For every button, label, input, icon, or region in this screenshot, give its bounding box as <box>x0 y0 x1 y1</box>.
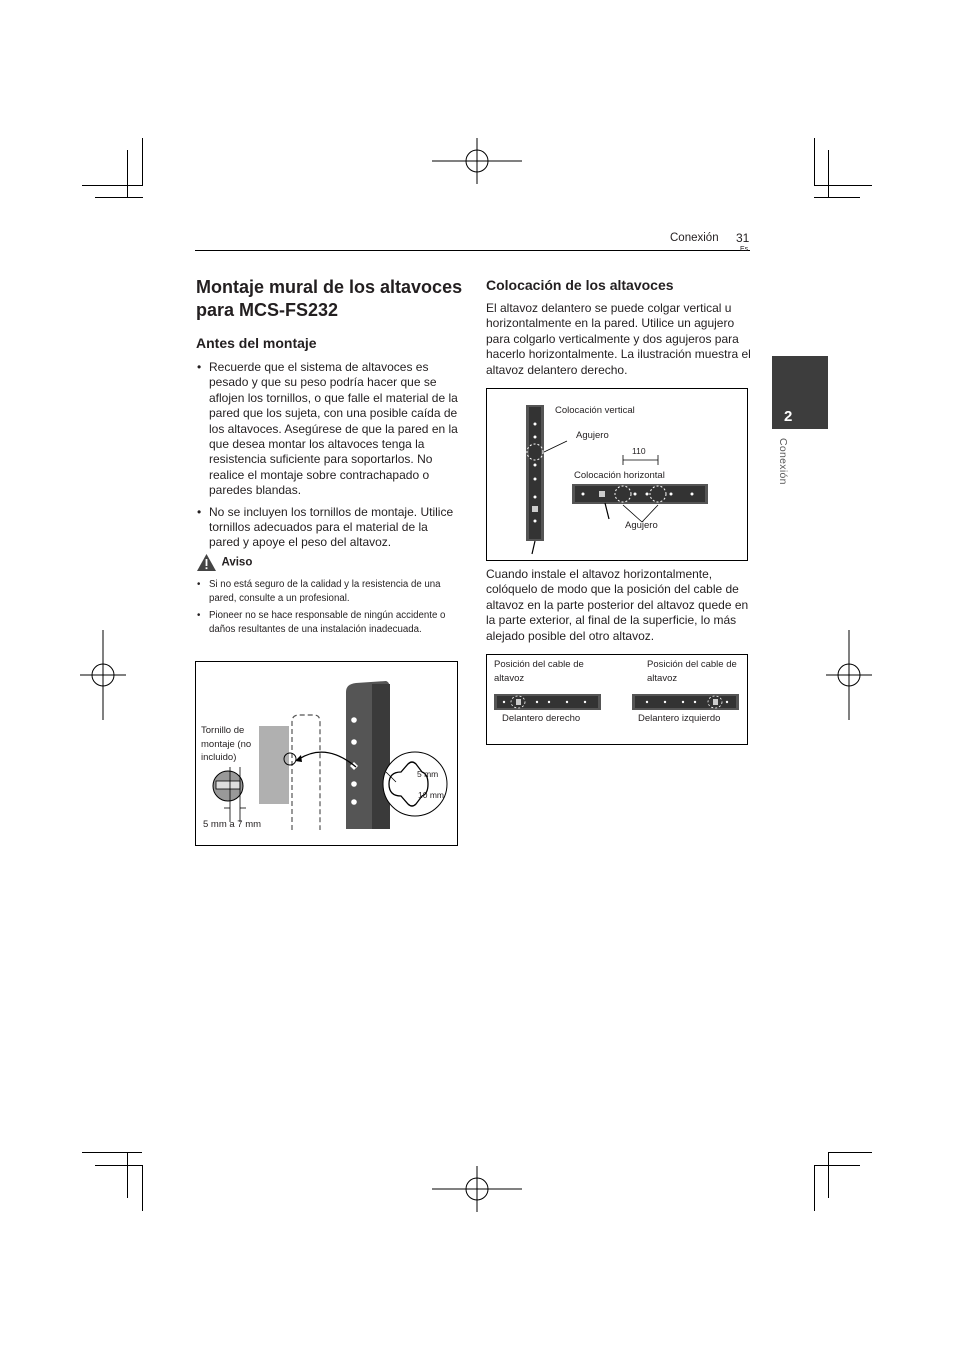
header-rule <box>195 250 750 251</box>
hole-label-horizontal: Agujero <box>625 520 658 531</box>
registration-mark-bottom <box>430 1166 524 1212</box>
cable-position-label-left-speaker: Posición del cable de altavoz <box>647 659 737 684</box>
dimension-b-label: 10 mm <box>418 790 444 800</box>
screw-label: Tornillo de montaje (no incluido) <box>201 725 252 763</box>
distance-label: 110 <box>632 446 646 456</box>
registration-mark-top <box>430 138 524 184</box>
warning-title <box>196 553 252 572</box>
registration-mark-right <box>826 628 872 722</box>
chapter-number: 2 <box>784 408 793 425</box>
page-number: 31 <box>736 231 750 245</box>
placement-heading: Colocación de los altavoces <box>486 277 674 293</box>
screw-range-label: 5 mm a 7 mm <box>203 819 262 830</box>
hole-label-vertical: Agujero <box>576 430 609 441</box>
list-item: • No se incluyen los tornillos de montaje. Utilice tornillos adecuados para el material de la pared y apoye el peso del altavoz. <box>196 505 458 551</box>
warning-label: Aviso <box>221 556 253 569</box>
list-item: • Si no está seguro de la calidad y la resistencia de una pared, consulte a un profesional. <box>196 578 458 605</box>
chapter-label: Conexión <box>777 438 789 485</box>
horizontal-placement-label: Colocación horizontal <box>574 470 665 481</box>
vertical-placement-label: Colocación vertical <box>555 405 635 416</box>
language-code: Es <box>740 246 749 253</box>
before-heading: Antes del montaje <box>196 335 317 351</box>
placement-text-2: Cuando instale el altavoz horizontalmente, colóquelo de modo que la posición del cable de altavoz en la parte posterior del altavoz quede en la parte exterior, al final de la superficie, lo más alejado posible del otro altavoz. <box>486 567 749 643</box>
cable-position-label-right-speaker: Posición del cable de altavoz <box>494 659 584 684</box>
chapter-tab <box>772 356 828 429</box>
warning-icon <box>196 553 217 572</box>
front-left-label: Delantero izquierdo <box>638 713 721 724</box>
front-right-label: Delantero derecho <box>502 713 581 724</box>
dimension-a-label: 5 mm <box>417 769 439 779</box>
list-item: • Pioneer no se hace responsable de ningún accidente o daños resultantes de una instalación inadecuada. <box>196 609 458 636</box>
warning-list <box>196 578 458 636</box>
list-item: • Recuerde que el sistema de altavoces es pesado y que su peso podría hacer que se aflojen los tornillos, o que falle el material de la pared que los sujeta, con una posible caída de los altavoces. Asegúrese de que la pared en la que desea montar los altavoces tenga la resistencia suficiente para soportarlos. No realice el montaje sobre contrachapado o paredes blandas. <box>196 360 458 499</box>
header-section: Conexión <box>670 232 719 244</box>
registration-mark-left <box>80 628 126 722</box>
placement-text: El altavoz delantero se puede colgar vertical u horizontalmente en la pared. Utilice un agujero para colgarlo verticalmente y dos agujeros para hacerlo horizontalmente. La ilustración muestra el altavoz delantero derecho. <box>486 301 751 377</box>
page-title: Montaje mural de los altavoces para MCS-FS232 <box>196 277 463 320</box>
before-list <box>196 360 458 551</box>
